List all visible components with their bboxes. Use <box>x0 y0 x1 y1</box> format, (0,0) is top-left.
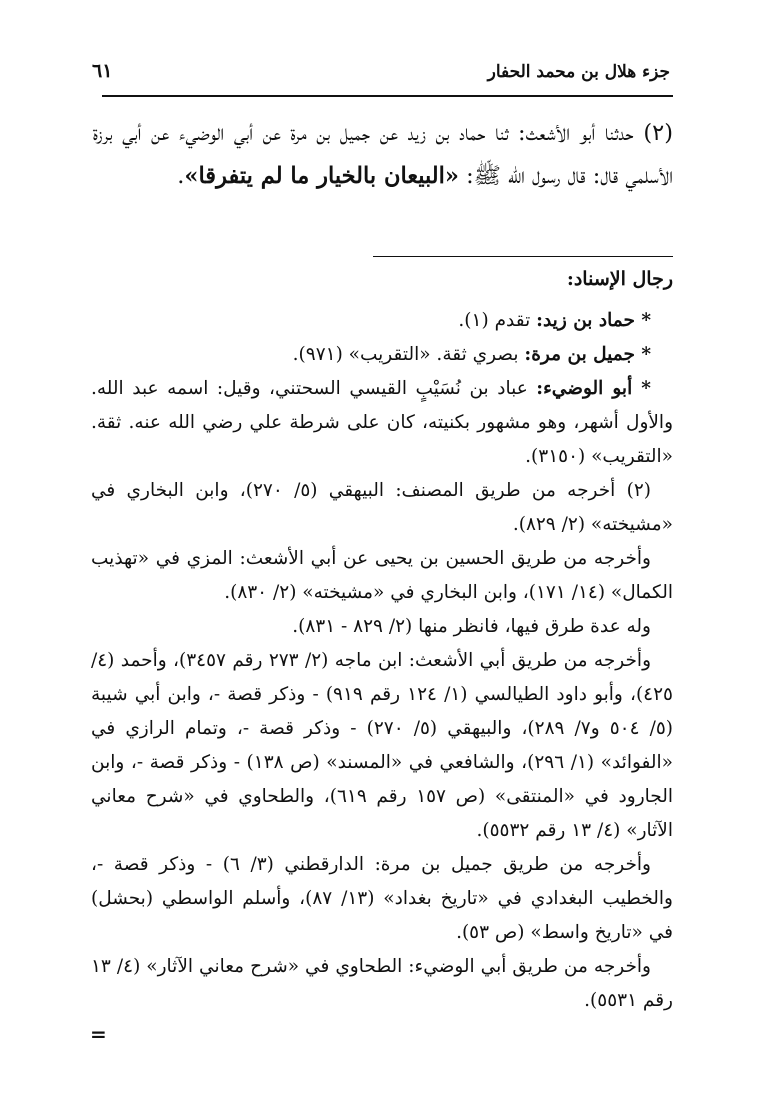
takhrij-paragraph: وأخرجه من طريق أبي الأشعث: ابن ماجه (٢/ ٢٧٣ رقم ٣٤٥٧)، وأحمد (٤/ ٤٢٥)، وأبو داود الطيالسي (١/ ١٢٤ رقم ٩١٩) - وذكر قصة -، وابن أبي شيبة (٥/ ٥٠٤ و٧/ ٢٨٩)، والبيهقي (٥/ ٢٧٠) - وذكر قصة -، وتمام الرازي في «الفوائد» (١/ ٢٩٦)، والشافعي في «المسند» (ص ١٣٨) - وذكر قصة -، وابن الجارود في «المنتقى» (ص ١٥٧ رقم ٦١٩)، والطحاوي في «شرح معاني الآثار» (٤/ ١٣ رقم ٥٥٣٢). <box>91 650 673 841</box>
narrator-name: * أبو الوضيء: <box>536 378 651 399</box>
narrator-entry <box>91 372 673 474</box>
footnotes <box>91 304 673 1018</box>
takhrij-paragraph: وأخرجه من طريق الحسين بن يحيى عن أبي الأشعث: المزي في «تهذيب الكمال» (١٤/ ١٧١)، وابن البخاري في «مشيخته» (٢/ ٨٣٠). <box>91 548 673 603</box>
hadith-matn: «البيعان بالخيار ما لم يتفرقا» <box>184 163 459 189</box>
narrator-text: عباد بن نُسَيْبٍ القيسي السحتني، وقيل: اسمه عبد الله. والأول أشهر، وهو مشهور بكنيته، كان على شرطة علي رضي الله عنه. ثقة. «التقريب» (٣١٥٠). <box>91 378 673 467</box>
hadith-isnad: حدثنا أبو الأشعث: ثنا حماد بن زيد عن جميل بن مرة عن أبي الوضيء عن أبي برزة الأسلمي قال: قال رسول الله ﷺ: <box>93 120 673 189</box>
narrator-text: بصري ثقة. «التقريب» (٩٧١). <box>292 344 519 365</box>
narrator-entry <box>91 304 673 338</box>
hadith-end: . <box>177 163 185 189</box>
narrator-text: تقدم (١). <box>458 310 531 331</box>
page-number: ٦١ <box>92 60 113 82</box>
notes-heading: رجال الإسناد: <box>566 268 673 290</box>
takhrij-paragraph: وأخرجه من طريق جميل بن مرة: الدارقطني (٣/ ٦) - وذكر قصة -، والخطيب البغدادي في «تاريخ بغداد» (١٣/ ٨٧)، وأسلم الواسطي (بحشل) في «تاريخ واسط» (ص ٥٣). <box>91 854 673 943</box>
takhrij-paragraph: (٢) أخرجه من طريق المصنف: البيهقي (٥/ ٢٧٠)، وابن البخاري في «مشيخته» (٢/ ٨٢٩). <box>91 480 673 535</box>
footnote-rule <box>373 256 673 257</box>
takhrij-paragraph: وله عدة طرق فيها، فانظر منها (٢/ ٨٢٩ - ٨٣١). <box>292 616 651 637</box>
narrator-name: * حماد بن زيد: <box>536 310 651 331</box>
hadith-text <box>93 112 673 198</box>
hadith-number: (٢) <box>643 120 673 146</box>
header-rule <box>102 95 673 97</box>
narrator-name: * جميل بن مرة: <box>524 344 651 365</box>
running-title: جزء هلال بن محمد الحفار <box>487 62 670 82</box>
continuation-mark: = <box>90 1022 107 1046</box>
narrator-entry <box>91 338 673 372</box>
takhrij-paragraph: وأخرجه من طريق أبي الوضيء: الطحاوي في «شرح معاني الآثار» (٤/ ١٣ رقم ٥٥٣١). <box>91 956 673 1011</box>
